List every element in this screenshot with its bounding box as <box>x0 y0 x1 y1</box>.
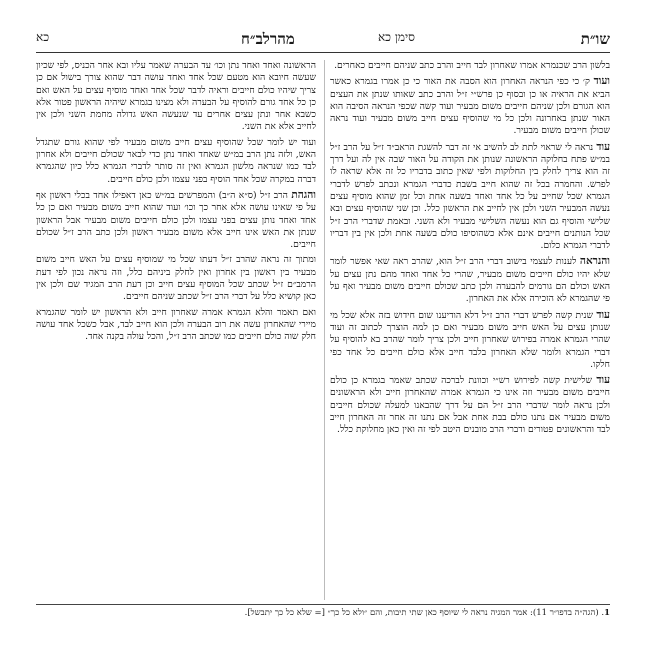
footnote-rule <box>36 604 610 605</box>
footnote: 1. (הגה״ה בדפו״ר 11): אמר המגיה נראה לי שיוסף כאן שתי תיבות, והם ״ולא כל כך״ [= שלא כל כך יתבשל]. <box>244 608 610 618</box>
paragraph-text: נראה לי שראוי לתת לב להשיב אי זה דבר להשגת הראב״ד ז״ל על הרב ז״ל במ״ש פתח בחלוקה הראשונה שנותן את הקודה על האור שבה אין לה ועל דרך זה הוא צריך לחלק בין החלוקות ולפי שאין כתוב בדבריו כל זה אלא שראה לו לפרש. והחמרה בכל זה שהוא חייב בשבת כדברי הגמרא ונכתב לפרש לדברי הגמרא שכל שחייב על כל אחד ואחד בשעה אחת וכל זמן שהוא מוסיף עצים נעשה המבעיר השני ולכן אין לחייב את הראשון כלל. וכן שני שהוסיף עצים ובא שלישי והוסיף גם הוא נעשה השלישי מבעיר ולא השני. ובאמת שדברי הרב ז״ל שכל הנותנים חייבים אינם אלא כשהוסיפו כולם בשעה אחת ולכן אין בין דבריו לדברי הגמרא כלום. <box>330 141 610 252</box>
paragraph <box>36 254 316 303</box>
paragraph-text: ק׳ כי כפי הנראה האחרון הוא הסבה את האור כי כן אמרו בגמרא כאשר הביא את הראיה או כן ובסוף כן פרש״י ז״ל והרב כתב שאותו שנתן את העצים הוא הגורם ולכן שניהם חייבים משום מבעיר ועוד קשה שכפי הנראה הסיבה הוא האור שנתן באחרונה ולכן כל מי שהוסיף עצים חייב משום מבעיר ועוד נראה שכולן חייבים משום מבעיר. <box>330 76 610 137</box>
book-title-left: מהרלב״ח <box>241 30 295 48</box>
paragraph-text: הראשונה ואחד ואחד נתן וכו׳ עד הבערה שאמר עליו ובא אחר הכניס, לפי שכיון שעשה חיובא הוא מטעם שכל אחד ואחד עושה דבר שהוא צורך בישול אם כן צריך שיהיו כולם חייבים וראיה לדבר שכל אחד ואחד מוסיף עצים על האש ואם כן כל אחד גורם להוסיף על הבערה ולא מצינו בגמרא שיהיה הראשון פטור אלא כשבא אחר ונתן עצים אחרים עד שנעשה האש גדולה מחמת השני ולכן אין לחייב אלא את השני. <box>36 60 316 133</box>
paragraph-text: ואם תאמר והלא הגמרא אמרה שאחרון חייב ולא הראשון יש לומר שהגמרא מיירי שהאחרון עשה את רוב הבערה ולכן הוא חייב לבד, אבל כשכל אחד עושה חלק שוה כולם חייבים כמו שכתב הרב ז״ל, והכל עולה בקנה אחד. <box>36 306 316 343</box>
paragraph-text: בלשון הרב שכנמרא אמרו שאחרון לבד חייב והרב כתב שניהם חייבים כאחרים. <box>334 60 610 71</box>
paragraph-lead-word: עוד <box>596 140 610 153</box>
paragraph <box>36 137 316 186</box>
paragraph-lead-word: והגהת <box>291 188 316 201</box>
siman-label: סימן כא <box>377 30 415 44</box>
running-header <box>36 30 610 52</box>
paragraph <box>330 374 610 436</box>
paragraph <box>330 141 610 253</box>
paragraph <box>36 307 316 344</box>
paragraph-text: שלישית קשה לפירוש רש״י וכוונת לברכה שכתב שאמר בגמרא כן כולם חייבים משום מבעיר וזה אינו כי הגמרא אמרה שהאחרון חייב ולא הראשונים ולכן נראה לומר שדברי הרב ז״ל הם על דרך שהבאנו למעלה שכולם חייבים משום מבעיר אם נתנו כולם בבת אחת אבל אם נתנו זה אחר זה האחרון חייב לבד והראשונים פטורים ודברי הרב מובנים היטב לפי זה ואין כאן מחלוקת כלל. <box>330 375 610 436</box>
paragraph-text: ומתוך זה נראה שהרב ז״ל דעתו שכל מי שמוסיף עצים על האש חייב משום מבעיר בין ראשון בין אחרון ואין לחלק ביניהם כלל, וזה נראה נכון לפי דעת הרמב״ם ז״ל שכתב שכל המוסיף עצים חייב וכן דעת הרב המגיד שם ולכן אין כאן קושיא כלל על דברי הרב ז״ל שכתב שניהם חייבים. <box>36 254 316 303</box>
footnote-text: (הגה״ה בדפו״ר 11): אמר המגיה נראה לי שיוסף כאן שתי תיבות, והם ״ולא כל כך״ [= שלא כל כך יתבשל]. <box>244 608 599 618</box>
paragraph-lead-word: ועוד <box>593 75 610 88</box>
paragraph <box>330 309 610 371</box>
book-title-right: שו״ת <box>580 30 610 48</box>
paragraph-lead-word: והנראה <box>579 255 610 268</box>
page-number: כא <box>36 30 50 44</box>
right-text-column <box>330 60 610 600</box>
paragraph <box>330 255 610 305</box>
paragraph-text: הרב ז״ל (ס״א ה״ב) והמפרשים במ״ש כאן דאפילו אחד בכלי ראשון אף על פי שאינו עושה אלא אחר כך וכו׳ ועוד שהוא חייב משום מבעיר ואם כן כל אחד ואחד נותן עצים בפני עצמו ולכן כולם חייבים משום מבעיר אבל הראשון שנתן את האש אינו חייב אלא משום מבעיר ראשון ולכן כתב הרב ז״ל שכולם חייבים. <box>36 189 316 251</box>
column-divider <box>324 60 325 600</box>
paragraph <box>330 60 610 72</box>
paragraph-text: שנית קשה לפרש דברי הרב ז״ל דלא הודיענו שום חידוש בזה אלא שכל מי שנותן עצים על האש חייב משום מבעיר ואם כן למה הוצרך לכתוב זה ועוד שהרי הגמרא אמרה בפירוש שאחרון חייב ולכן צריך לומר שהרב בא להוסיף על דברי הגמרא ולומר שלא האחרון בלבד חייב אלא כולם חייבים כל אחד כפי חלקו. <box>330 309 610 370</box>
paragraph-lead-word: עוד <box>596 374 610 387</box>
paragraph <box>36 60 316 134</box>
left-text-column <box>36 60 316 600</box>
footnote-number: 1 <box>604 608 610 618</box>
paragraph-lead-word: עוד <box>596 308 610 321</box>
header-rule <box>36 52 610 53</box>
paragraph-text: לענות לעצמי בישוב דברי הרב ז״ל הוא, שהרב ראה שאי אפשר לומר שלא יהיו כולם חייבים משום מבעיר, שהרי כל אחד ואחד מהם נתן עצים על האש וכולם הם גורמים להבערה ולכן כתב שכולם חייבים משום מבעיר ואף על פי שהגמרא לא הזכירה אלא את האחרון. <box>330 256 610 305</box>
paragraph <box>330 75 610 137</box>
paragraph-text: ועוד יש לומר שכל שהוסיף עצים חייב משום מבעיר לפי שהוא גורם שתגדל האש, ולזה נתן הרב במ״ש שאחד ואחד נתן כדי לבאר שכולם חייבים ולא אחרון לבד כמו שנראה מלשון הגמרא ואין זה סותר לדברי הגמרא כלל כיון שהגמרא דברה במקרה שכל אחד הוסיף בפני עצמו ולכן כולם חייבים. <box>36 136 316 185</box>
paragraph <box>36 189 316 251</box>
